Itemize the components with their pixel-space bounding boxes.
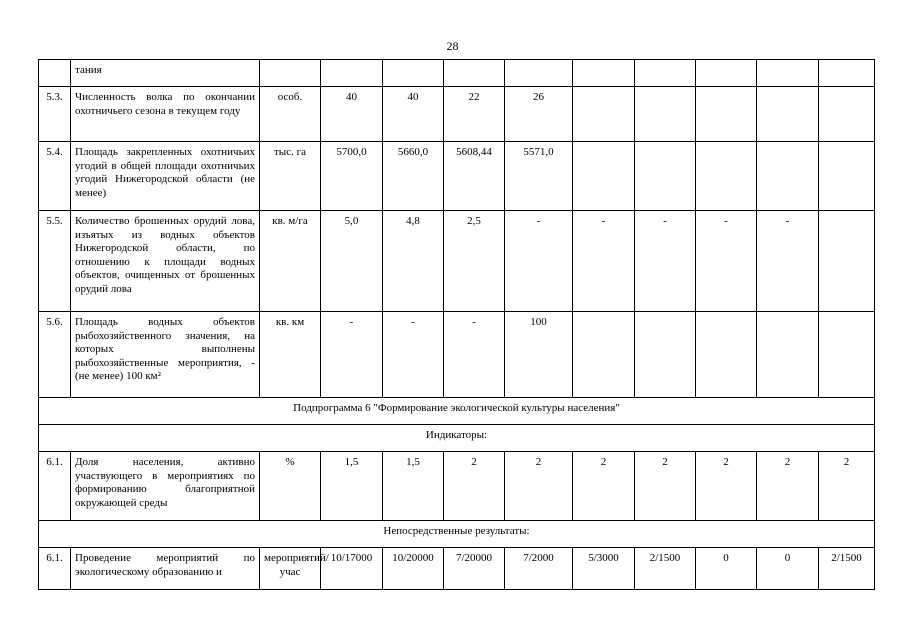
value-cell: 5660,0 — [383, 142, 444, 211]
row-number: 6.1. — [39, 452, 71, 521]
value-cell: 7/20000 — [444, 548, 505, 590]
value-cell — [819, 312, 875, 398]
value-cell — [819, 142, 875, 211]
value-cell: 2/1500 — [635, 548, 696, 590]
value-cell — [573, 60, 635, 87]
value-cell — [635, 142, 696, 211]
value-cell: - — [757, 211, 819, 312]
value-cell: 2 — [819, 452, 875, 521]
unit-cell: мероприятий/учас — [260, 548, 321, 590]
unit-cell — [260, 60, 321, 87]
value-cell: 0 — [696, 548, 757, 590]
value-cell — [696, 60, 757, 87]
table-row — [39, 142, 875, 211]
table-row — [39, 452, 875, 521]
value-cell — [757, 87, 819, 142]
value-cell — [635, 312, 696, 398]
section-row — [39, 425, 875, 452]
value-cell: 10/17000 — [321, 548, 383, 590]
value-cell: 2 — [635, 452, 696, 521]
table-row — [39, 87, 875, 142]
value-cell: 2/1500 — [819, 548, 875, 590]
value-cell: 2 — [505, 452, 573, 521]
value-cell — [757, 142, 819, 211]
unit-cell: тыс. га — [260, 142, 321, 211]
table-row — [39, 312, 875, 398]
section-row — [39, 398, 875, 425]
indicator-name: Площадь закрепленных охотничьих угодий в общей площади охотничьих угодий Нижегородской области (не менее) — [71, 142, 260, 211]
indicator-name: Площадь водных объектов рыбохозяйственного значения, на которых выполнены рыбохозяйственные мероприятия, - (не менее) 100 км² — [71, 312, 260, 398]
value-cell: 2 — [696, 452, 757, 521]
row-number: 5.4. — [39, 142, 71, 211]
section-row — [39, 521, 875, 548]
value-cell: - — [321, 312, 383, 398]
value-cell: 5700,0 — [321, 142, 383, 211]
indicator-name: Численность волка по окончании охотничьего сезона в текущем году — [71, 87, 260, 142]
value-cell: 2 — [757, 452, 819, 521]
value-cell — [383, 60, 444, 87]
value-cell: - — [696, 211, 757, 312]
row-number: 5.6. — [39, 312, 71, 398]
indicator-name: Проведение мероприятий по экологическому образованию и — [71, 548, 260, 590]
value-cell: 40 — [383, 87, 444, 142]
value-cell — [573, 142, 635, 211]
table-row — [39, 548, 875, 590]
value-cell: 5,0 — [321, 211, 383, 312]
indicator-name: Доля населения, активно участвующего в мероприятиях по формированию благоприятной окружающей среды — [71, 452, 260, 521]
value-cell: 22 — [444, 87, 505, 142]
value-cell: 5/3000 — [573, 548, 635, 590]
row-number: 6.1. — [39, 548, 71, 590]
value-cell: 100 — [505, 312, 573, 398]
value-cell — [635, 87, 696, 142]
table-row — [39, 60, 875, 87]
value-cell — [444, 60, 505, 87]
value-cell: 0 — [757, 548, 819, 590]
value-cell — [757, 60, 819, 87]
value-cell: - — [444, 312, 505, 398]
indicator-name: тания — [71, 60, 260, 87]
row-number: 5.5. — [39, 211, 71, 312]
subprogram-heading: Подпрограмма 6 "Формирование экологической культуры населения" — [39, 398, 875, 425]
value-cell: 5571,0 — [505, 142, 573, 211]
value-cell — [573, 87, 635, 142]
value-cell — [573, 312, 635, 398]
value-cell — [696, 87, 757, 142]
row-number: 5.3. — [39, 87, 71, 142]
value-cell: 10/20000 — [383, 548, 444, 590]
table-row — [39, 211, 875, 312]
value-cell: 26 — [505, 87, 573, 142]
unit-cell: кв. км — [260, 312, 321, 398]
value-cell — [819, 87, 875, 142]
indicators-heading: Индикаторы: — [39, 425, 875, 452]
page-number: 28 — [446, 39, 459, 53]
value-cell — [819, 211, 875, 312]
unit-cell: % — [260, 452, 321, 521]
value-cell: 5608,44 — [444, 142, 505, 211]
value-cell: 1,5 — [383, 452, 444, 521]
row-number — [39, 60, 71, 87]
value-cell: 2 — [444, 452, 505, 521]
value-cell — [696, 142, 757, 211]
unit-cell: особ. — [260, 87, 321, 142]
value-cell: 7/2000 — [505, 548, 573, 590]
value-cell — [696, 312, 757, 398]
value-cell: - — [635, 211, 696, 312]
unit-cell: кв. м/га — [260, 211, 321, 312]
value-cell: - — [383, 312, 444, 398]
value-cell: 1,5 — [321, 452, 383, 521]
value-cell — [757, 312, 819, 398]
value-cell — [321, 60, 383, 87]
value-cell: 4,8 — [383, 211, 444, 312]
value-cell — [819, 60, 875, 87]
value-cell: 2,5 — [444, 211, 505, 312]
value-cell: 40 — [321, 87, 383, 142]
value-cell: 2 — [573, 452, 635, 521]
value-cell — [505, 60, 573, 87]
value-cell: - — [573, 211, 635, 312]
value-cell: - — [505, 211, 573, 312]
value-cell — [635, 60, 696, 87]
results-heading: Непосредственные результаты: — [39, 521, 875, 548]
indicator-name: Количество брошенных орудий лова, изъятых из водных объектов Нижегородской области, по отношению к площади водных объектов, очищенных от брошенных орудий лова — [71, 211, 260, 312]
indicators-table — [38, 59, 875, 590]
